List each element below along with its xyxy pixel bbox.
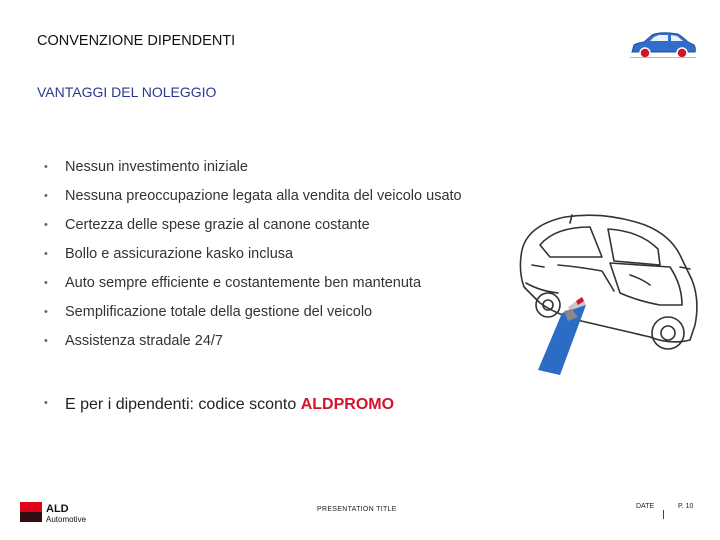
promo-text: E per i dipendenti: codice sconto (65, 396, 301, 413)
footer-divider (663, 510, 664, 519)
list-item: • Semplificazione totale della gestione del veicolo (44, 304, 373, 320)
page-number: P. 10 (678, 503, 694, 510)
bullet-icon: • (44, 397, 48, 409)
list-item: • Bollo e assicurazione kasko inclusa (44, 246, 294, 262)
benefits-list (44, 158, 462, 361)
presentation-title: PRESENTATION TITLE (317, 506, 397, 513)
bullet-icon: • (44, 219, 48, 231)
bullet-icon: • (44, 306, 48, 318)
list-item: • Nessun investimento iniziale (44, 159, 248, 175)
footer-date: DATE (636, 503, 655, 510)
bullet-icon: • (44, 277, 48, 289)
list-item: • Assistenza stradale 24/7 (44, 333, 223, 349)
car-icon (628, 30, 698, 62)
promo-code: ALDPROMO (300, 396, 395, 413)
bullet-icon: • (44, 335, 48, 347)
svg-text:ALD: ALD (46, 503, 69, 515)
page-title: CONVENZIONE DIPENDENTI (37, 33, 236, 49)
section-title: VANTAGGI DEL NOLEGGIO (37, 84, 217, 100)
list-item: • Certezza delle spese grazie al canone costante (44, 217, 370, 233)
list-item: • Auto sempre efficiente e costantemente ben mantenuta (44, 275, 422, 291)
bullet-icon: • (44, 161, 48, 173)
promo-line (44, 396, 394, 414)
car-sketch-with-marker-icon (510, 205, 705, 380)
bullet-icon: • (44, 190, 48, 202)
svg-text:Automotive: Automotive (46, 515, 87, 524)
list-item: • Nessuna preoccupazione legata alla vendita del veicolo usato (44, 188, 462, 204)
ald-automotive-logo (20, 500, 102, 526)
bullet-icon: • (44, 248, 48, 260)
